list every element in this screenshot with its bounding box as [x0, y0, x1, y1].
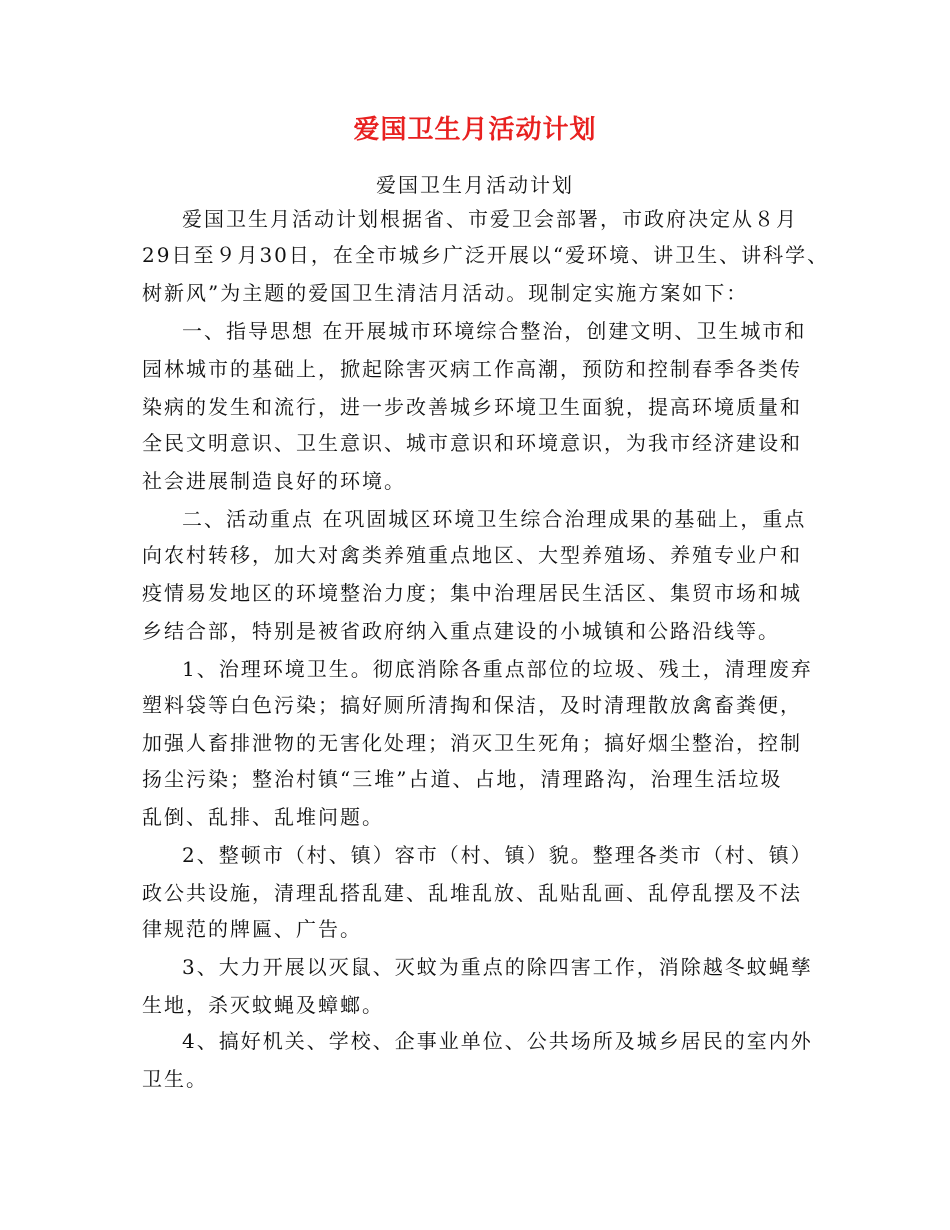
item-1-line-2: 塑料袋等白色污染；搞好厕所清掏和保洁，及时清理散放禽畜粪便， — [142, 693, 802, 717]
item-1-line-4: 扬尘污染；整治村镇“三堆”占道、占地，清理路沟，治理生活垃圾 — [142, 767, 783, 791]
section-guiding-line-2: 园林城市的基础上，掀起除害灭病工作高潮，预防和控制春季各类传 — [142, 357, 802, 381]
section-guiding-line-5: 社会进展制造良好的环境。 — [142, 469, 406, 493]
item-3-line-1: 3、大力开展以灭鼠、灭蚊为重点的除四害工作，消除越冬蚊蝇孳 — [182, 955, 813, 979]
section-focus-line-1: 二、活动重点 在巩固城区环境卫生综合治理成果的基础上，重点 — [182, 507, 807, 531]
item-1-line-3: 加强人畜排泄物的无害化处理；消灭卫生死角；搞好烟尘整治，控制 — [142, 731, 802, 755]
section-guiding-line-3: 染病的发生和流行，进一步改善城乡环境卫生面貌，提高环境质量和 — [142, 395, 802, 419]
item-4-line-1: 4、搞好机关、学校、企事业单位、公共场所及城乡居民的室内外 — [182, 1029, 813, 1053]
paragraph-intro-line-3: 树新风”为主题的爱国卫生清洁月活动。现制定实施方案如下： — [142, 281, 749, 305]
item-2-line-3: 律规范的牌匾、广告。 — [142, 917, 362, 941]
section-guiding-line-1: 一、指导思想 在开展城市环境综合整治，创建文明、卫生城市和 — [182, 319, 807, 343]
paragraph-intro-line-2: 29日至９月30日，在全市城乡广泛开展以“爱环境、讲卫生、讲科学、 — [142, 243, 830, 267]
document-title: 爱国卫生月活动计划 — [353, 115, 597, 145]
paragraph-intro-line-1: 爱国卫生月活动计划根据省、市爱卫会部署，市政府决定从８月 — [182, 207, 798, 231]
item-2-line-1: 2、整顿市（村、镇）容市（村、镇）貌。整理各类市（村、镇） — [182, 843, 813, 867]
item-1-line-5: 乱倒、乱排、乱堆问题。 — [142, 805, 384, 829]
item-3-line-2: 生地，杀灭蚊蝇及蟑螂。 — [142, 993, 384, 1017]
item-2-line-2: 政公共设施，清理乱搭乱建、乱堆乱放、乱贴乱画、乱停乱摆及不法 — [142, 881, 802, 905]
section-focus-line-4: 乡结合部，特别是被省政府纳入重点建设的小城镇和公路沿线等。 — [142, 619, 780, 643]
section-focus-line-2: 向农村转移，加大对禽类养殖重点地区、大型养殖场、养殖专业户和 — [142, 543, 802, 567]
document-subtitle: 爱国卫生月活动计划 — [376, 173, 574, 197]
section-focus-line-3: 疫情易发地区的环境整治力度；集中治理居民生活区、集贸市场和城 — [142, 581, 802, 605]
item-1-line-1: 1、治理环境卫生。彻底消除各重点部位的垃圾、残土，清理废弃 — [182, 657, 813, 681]
item-4-line-2: 卫生。 — [142, 1067, 208, 1091]
section-guiding-line-4: 全民文明意识、卫生意识、城市意识和环境意识，为我市经济建设和 — [142, 431, 802, 455]
